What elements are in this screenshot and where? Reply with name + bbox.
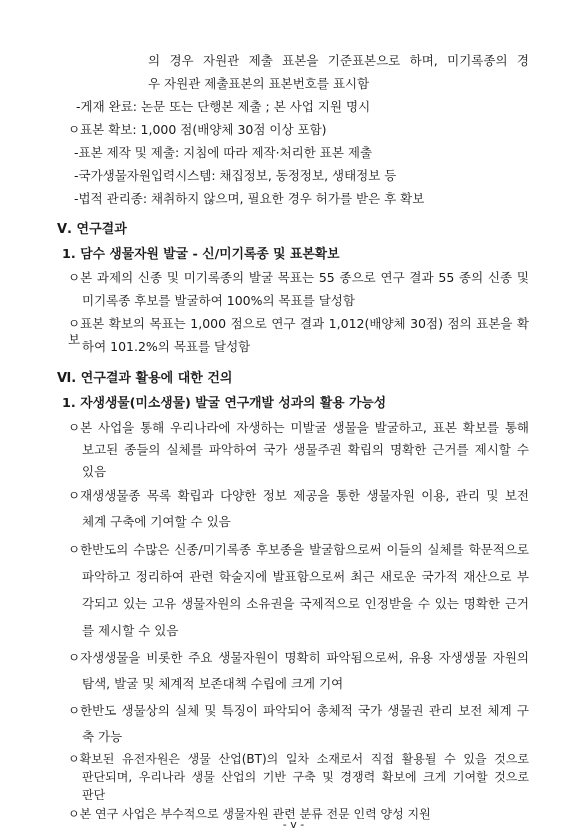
body-line: -표본 제작 및 제출: 지침에 따라 제작·처리한 표본 제출	[74, 145, 373, 160]
bullet-item: ㅇ확보된 유전자원은 생물 산업(BT)의 일차 소재로서 직접 활용될 수 있을 것으로	[68, 752, 529, 766]
bullet-item: ㅇ자생생물을 비롯한 주요 생물자원이 명확히 파악됨으로써, 유용 자생생물 자원의	[68, 650, 529, 665]
body-line: 파악하고 정리하여 관련 학술지에 발표함으로써 최근 새로운 국가적 재산으로 부	[82, 569, 529, 584]
body-line: 판단	[82, 788, 106, 802]
bullet-item: ㅇ본 과제의 신종 및 미기록종의 발굴 목표는 55 종으로 연구 결과 55 종의 신종 및	[68, 270, 529, 285]
page-number: - v -	[282, 818, 305, 831]
body-line: 축 가능	[82, 729, 123, 744]
body-line: -법적 관리종: 채취하지 않으며, 필요한 경우 허가를 받은 후 확보	[74, 191, 425, 206]
body-line: 판단되며, 우리나라 생물 산업의 기반 구축 및 경쟁력 확보에 크게 기여할 것으로	[82, 770, 529, 784]
section-heading: Ⅵ. 연구결과 활용에 대한 건의	[57, 371, 233, 386]
body-line: 탐색, 발굴 및 체계적 보존대책 수립에 크게 기여	[82, 676, 344, 691]
bullet-item: ㅇ본 사업을 통해 우리나라에 자생하는 미발굴 생물을 발굴하고, 표본 확보를 통해	[68, 420, 529, 435]
body-line: 우 자원관 제출표본의 표본번호를 표시함	[148, 76, 370, 91]
bullet-item: ㅇ한반도의 수많은 신종/미기록종 후보종을 발굴함으로써 이들의 실체를 학문적으로	[68, 542, 529, 557]
subsection-heading: 1. 자생생물(미소생물) 발굴 연구개발 성과의 활용 가능성	[62, 396, 387, 411]
body-line: 있음	[82, 464, 107, 479]
bullet-item: ㅇ표본 확보: 1,000 점(배양체 30점 이상 포함)	[68, 122, 327, 137]
body-line: 하여 101.2%의 목표를 달성함	[82, 339, 251, 354]
body-line: 각되고 있는 고유 생물자원의 소유권을 국제적으로 인정받을 수 있는 명확한 근거	[82, 596, 529, 611]
body-line: 를 제시할 수 있음	[82, 623, 179, 638]
bullet-item: ㅇ한반도 생물상의 실체 및 특징이 파악되어 총체적 국가 생물권 관리 보전 체계 구	[68, 703, 529, 718]
bullet-item: ㅇ표본 확보의 목표는 1,000 점으로 연구 결과 1,012(배양체 30점) 점의 표본을 확보	[68, 316, 529, 347]
body-line: -국가생물자원입력시스템: 채집정보, 동정정보, 생태정보 등	[74, 168, 397, 183]
body-line: 미기록종 후보를 발굴하여 100%의 목표를 달성함	[82, 293, 355, 308]
body-line: -게재 완료: 논문 또는 단행본 제출 ; 본 사업 지원 명시	[76, 99, 371, 114]
subsection-heading: 1. 담수 생물자원 발굴 - 신/미기록종 및 표본확보	[62, 247, 340, 262]
bullet-item: ㅇ본 연구 사업은 부수적으로 생물자원 관련 분류 전문 인력 양성 지원	[68, 807, 431, 821]
section-heading: Ⅴ. 연구결과	[57, 222, 127, 237]
bullet-item: ㅇ재생생물종 목록 확립과 다양한 정보 제공을 통한 생물자원 이용, 관리 및 보전	[68, 488, 529, 503]
body-line: 의 경우 자원관 제출 표본을 기준표본으로 하며, 미기록종의 경	[148, 53, 529, 68]
body-line: 체계 구축에 기여할 수 있음	[82, 514, 231, 529]
body-line: 보고된 종들의 실체를 파악하여 국가 생물주권 확립의 명확한 근거를 제시할 수	[82, 442, 529, 457]
